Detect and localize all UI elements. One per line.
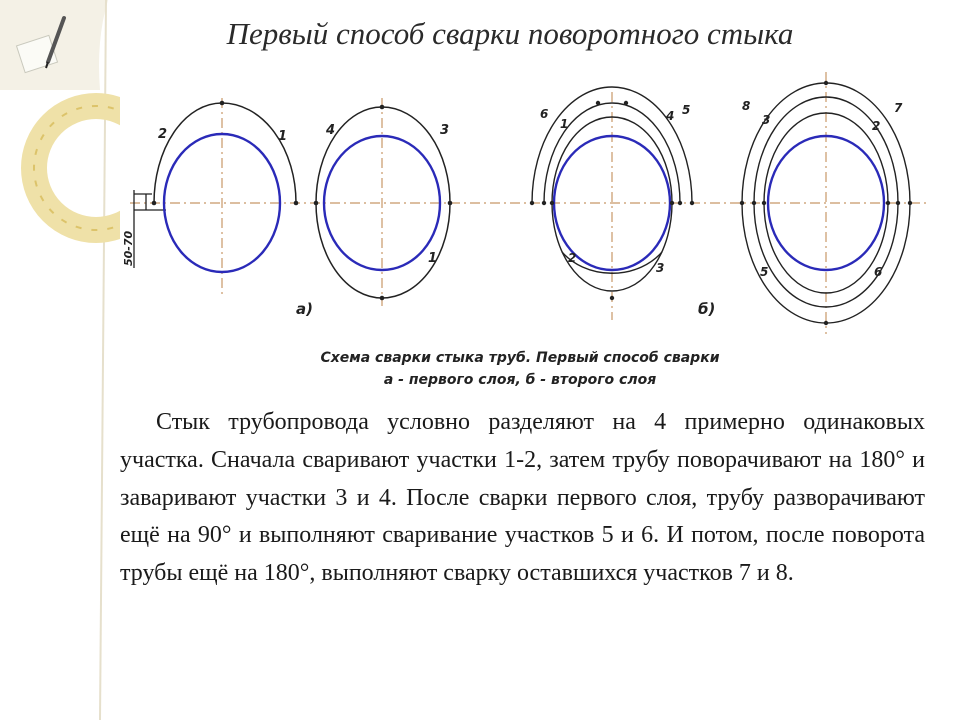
slide-title: Первый способ сварки поворотного стыка [226, 16, 794, 51]
seg-label-a1-1: 1 [278, 129, 288, 144]
description-paragraph: Стык трубопровода условно разделяют на 4 примерно одинаковых участка. Сначала сваривают участки 1-2, затем трубу поворачивают на 180° и заваривают участки 3 и 4. После сварки первого слоя, трубу разворачивают ещё на 90° и выполняют сваривание участков 5 и 6. И потом, после поворота трубы ещё на 180°, выполняют сварку оставшихся участков 7 и 8. [120, 409, 925, 587]
dimension-label: 50-70 [122, 230, 135, 266]
seg-label-a2-3: 3 [440, 123, 450, 138]
seam-a1-1 [222, 103, 296, 203]
pipe-a1 [152, 101, 299, 272]
seg-label-b1-4: 4 [666, 109, 675, 123]
welding-diagram [120, 62, 940, 398]
slide-decoration [0, 0, 120, 720]
seg-label-a2-1: 1 [428, 251, 438, 266]
dimension-marker [134, 190, 166, 268]
seg-label-b2-7: 7 [894, 101, 903, 115]
seg-label-b1-6: 6 [540, 107, 549, 121]
seg-label-b1-1: 1 [560, 117, 569, 131]
seg-label-b2-2: 2 [872, 119, 881, 133]
diagram-caption-line1: Схема сварки стыка труб. Первый способ сварки [320, 350, 720, 366]
label-a: а) [296, 300, 313, 318]
seg-label-a2-4: 4 [326, 123, 336, 138]
seg-label-a1-2: 2 [158, 127, 168, 142]
seg-label-b2-8: 8 [742, 99, 751, 113]
seg-label-b1-2: 2 [568, 251, 577, 265]
seg-label-b1-3: 3 [656, 261, 665, 275]
seg-label-b2-3: 3 [762, 113, 771, 127]
seg-label-b1-5: 5 [682, 103, 691, 117]
label-b: б) [698, 300, 716, 318]
seg-label-b2-6: 6 [874, 265, 883, 279]
seg-label-b2-5: 5 [760, 265, 769, 279]
diagram-caption-line2: а - первого слоя, б - второго слоя [383, 372, 657, 388]
